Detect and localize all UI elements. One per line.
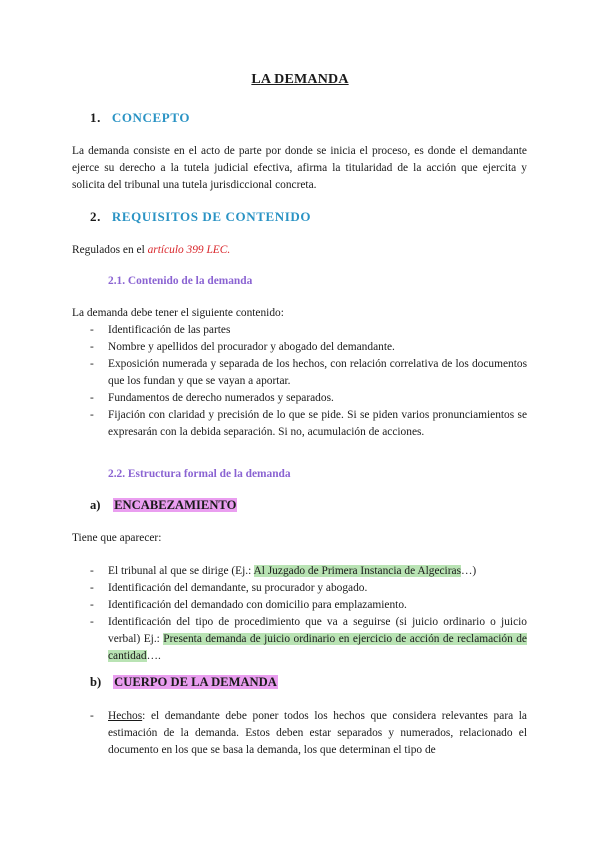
highlighted-example: Presenta demanda de juicio ordinario en ejercicio de acción de reclamación de cantidad [108, 633, 527, 662]
regulated-line [72, 242, 230, 259]
section-2-title: REQUISITOS DE CONTENIDO [111, 209, 312, 224]
section-1-title: CONCEPTO [111, 110, 191, 125]
part-b-letter: b) [90, 675, 102, 689]
highlighted-example: Al Juzgado de Primera Instancia de Algeciras [253, 565, 462, 577]
part-a-intro: Tiene que aparecer: [72, 532, 162, 544]
part-a-letter: a) [90, 498, 101, 512]
list-item: - Fundamentos de derecho numerados y separados. [90, 392, 334, 404]
section-2-heading [90, 209, 311, 225]
list-item: - Identificación del demandado con domicilio para emplazamiento. [90, 599, 407, 611]
subsection-2-2-heading: 2.2. Estructura formal de la demanda [108, 468, 291, 480]
facts-label: Hechos [108, 710, 143, 722]
header-requirements-list [90, 563, 527, 665]
list-item: - Hechos: el demandante debe poner todos los hechos que considera relevantes para la estimación de la demanda. Estos deben estar separados y numerados, relacionado el documento en los que se basa la demanda, los que determinan el tipo de [90, 710, 527, 756]
list-item: - Nombre y apellidos del procurador y abogado del demandante. [90, 341, 395, 353]
page-title: LA DEMANDA [251, 72, 349, 87]
part-b-heading [90, 675, 278, 690]
list-item: - Exposición numerada y separada de los hechos, con relación correlativa de los documentos que los fundan y que se vayan a aportar. [90, 358, 527, 387]
list-item: - Identificación de las partes [90, 324, 231, 336]
list-item: - El tribunal al que se dirige (Ej.: Al Juzgado de Primera Instancia de Algeciras…) [90, 565, 477, 577]
regulated-prefix: Regulados en el [72, 244, 148, 256]
content-intro: La demanda debe tener el siguiente contenido: [72, 307, 284, 319]
list-item: - Fijación con claridad y precisión de lo que se pide. Si se piden varios pronunciamientos se expresarán con la debida separación. Si no, acumulación de acciones. [90, 409, 527, 438]
part-a-title: ENCABEZAMIENTO [114, 498, 237, 512]
article-reference: artículo 399 LEC. [147, 244, 231, 256]
part-a-heading [90, 498, 237, 513]
part-b-title: CUERPO DE LA DEMANDA [114, 675, 277, 689]
section-1-number: 1. [90, 110, 101, 125]
subsection-2-1-heading: 2.1. Contenido de la demanda [108, 275, 253, 287]
body-requirements-list [90, 708, 527, 759]
section-1-heading [90, 110, 190, 126]
concept-paragraph: La demanda consiste en el acto de parte por donde se inicia el proceso, es donde el demandante ejerce su derecho a la tutela judicial efectiva, afirma la titularidad de la acción que ejercita y solicita del tribunal una tutela jurisdiccional concreta. [72, 145, 527, 191]
content-list [90, 322, 527, 441]
list-item: - Identificación del tipo de procedimiento que va a seguirse (si juicio ordinario o juicio verbal) Ej.: Presenta demanda de juicio ordinario en ejercicio de acción de reclamación de cantidad…. [90, 616, 527, 662]
section-2-number: 2. [90, 209, 101, 224]
list-item: - Identificación del demandante, su procurador y abogado. [90, 582, 368, 594]
